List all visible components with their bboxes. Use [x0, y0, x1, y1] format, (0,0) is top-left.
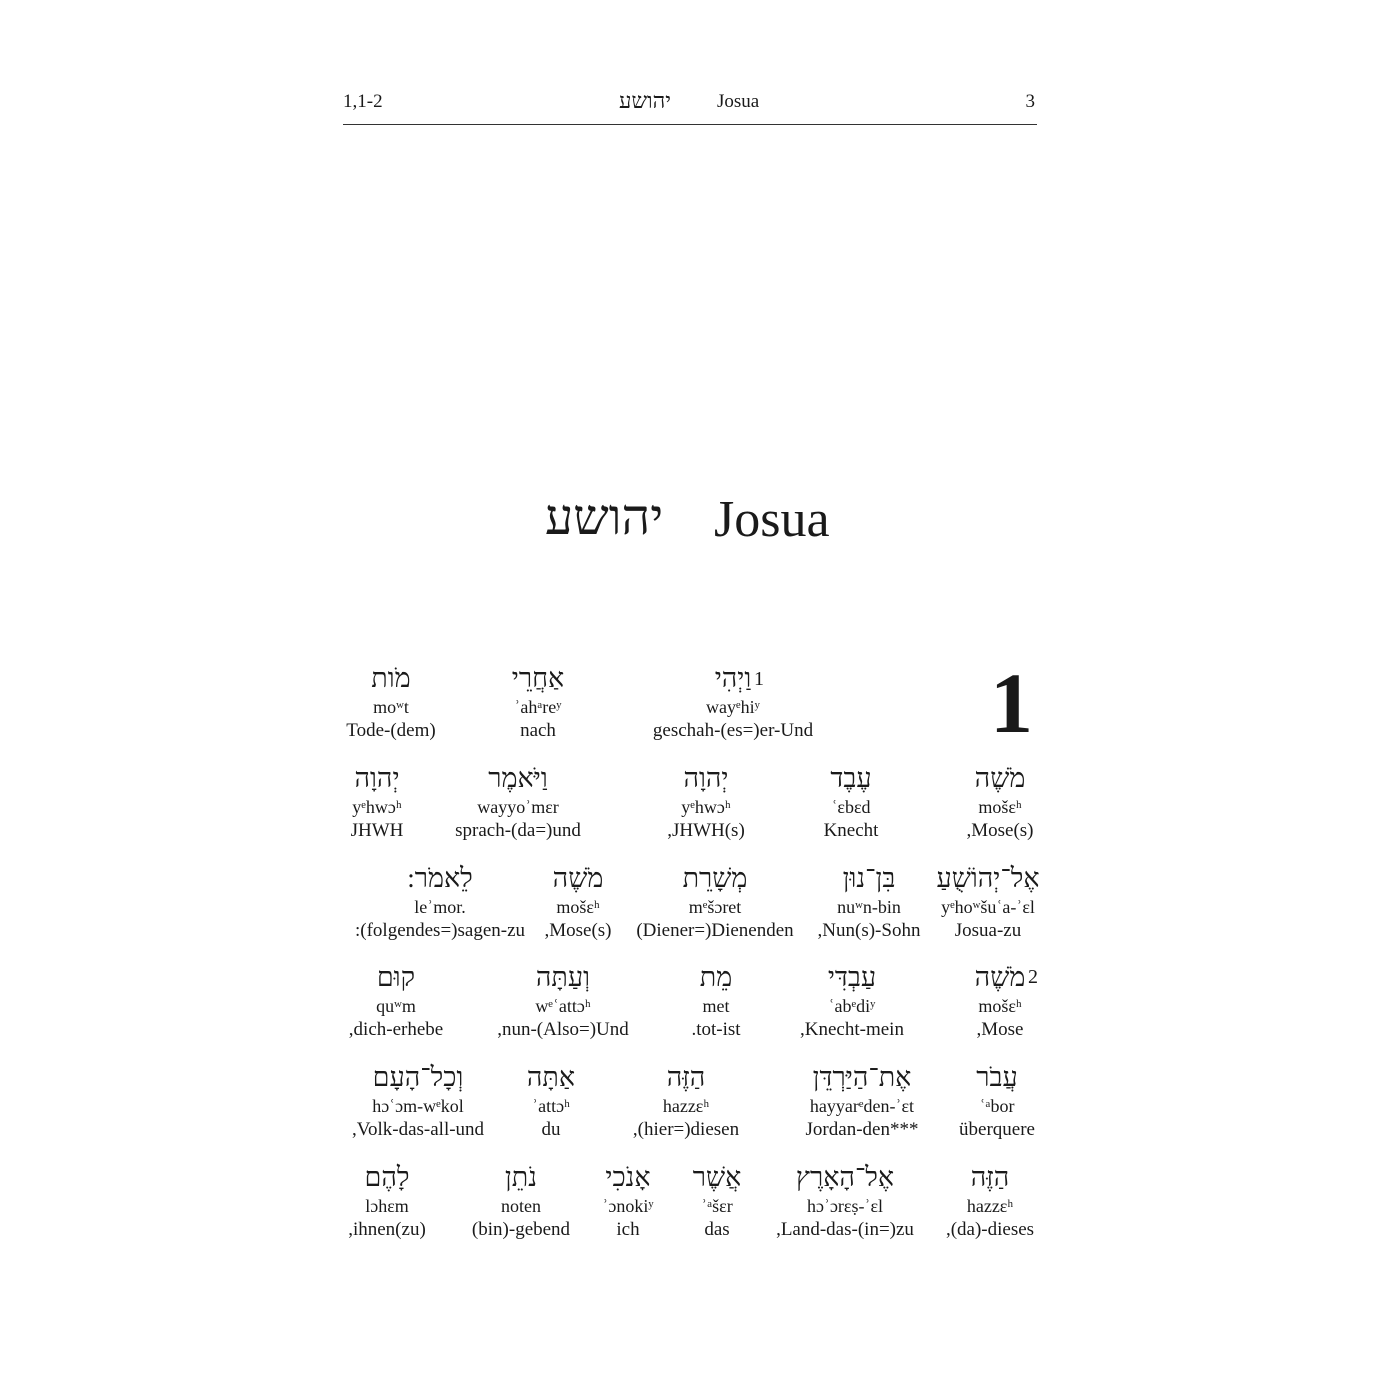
hebrew-word: אָנֹכִי: [605, 1162, 651, 1192]
hebrew-word: עַבְדִּי: [827, 962, 877, 992]
gloss: Jordan-den***: [805, 1119, 919, 1140]
transliteration: hazzɛʰ: [662, 1096, 710, 1116]
transliteration: leʾmor.: [414, 897, 466, 917]
gloss: ,ihnen(zu): [348, 1219, 426, 1240]
gloss: ,(da)-dieses: [945, 1219, 1035, 1240]
gloss: ,(hier=)diesen: [632, 1119, 740, 1140]
word-column: [351, 762, 404, 843]
word-column: [512, 662, 565, 743]
hebrew-word: מֹות: [371, 663, 411, 693]
gloss: das: [704, 1219, 730, 1240]
hebrew-word: מֹשֶׁה: [974, 763, 1026, 793]
gloss: :(folgendes=)sagen-zu: [354, 920, 526, 941]
hebrew-word: עֶבֶד: [830, 763, 872, 793]
hebrew-word: מֹשֶׁה: [974, 962, 1026, 992]
transliteration: hɔʿɔm-wᵉkol: [372, 1096, 464, 1116]
gloss: du: [541, 1119, 561, 1140]
word-column: [636, 862, 793, 943]
gloss: ,Mose(s): [544, 920, 612, 941]
hebrew-word: קוּם: [376, 962, 416, 992]
transliteration: wᵉʿattɔʰ: [535, 996, 591, 1016]
word-column: [455, 762, 581, 843]
hebrew-word: אֶת־הַיַּרְדֵּן: [812, 1062, 912, 1092]
gloss: ,Volk-das-all-und: [351, 1119, 485, 1140]
gloss: sprach-(da=)und: [455, 820, 581, 841]
chapter-number: 1: [990, 655, 1033, 751]
hebrew-word: הַזֶּה: [970, 1162, 1010, 1192]
hebrew-word: עֲבֹר: [976, 1062, 1018, 1092]
gloss: ,Nun(s)-Sohn: [817, 920, 921, 941]
hebrew-word: וְעַתָּה: [535, 962, 591, 992]
gloss: .tot-ist: [691, 1019, 741, 1040]
hebrew-word: מְשָׁרֵת: [682, 863, 748, 893]
word-column: [975, 961, 1026, 1042]
page-number: 3: [1025, 91, 1035, 112]
word-column: [544, 862, 611, 943]
transliteration: ʿᵃbor: [979, 1096, 1015, 1116]
word-column: [602, 1161, 653, 1242]
word-column: [806, 1061, 919, 1142]
gloss: ,JHWH(s): [667, 820, 745, 841]
gloss: ,Mose(s): [966, 820, 1034, 841]
word-column: [691, 961, 740, 1042]
word-column: [818, 862, 921, 943]
hebrew-word: אַחֲרֵי: [511, 663, 565, 693]
hebrew-word: וַיְהִי: [714, 663, 752, 693]
transliteration: wayᵉhiʸ: [706, 697, 760, 717]
word-column: [349, 961, 443, 1042]
hebrew-word: הַזֶּה: [666, 1062, 706, 1092]
transliteration: ʾattɔʰ: [532, 1096, 570, 1116]
word-column: [936, 862, 1039, 943]
transliteration: yᵉhwɔʰ: [352, 797, 402, 817]
book-hebrew-title: יהושע: [545, 489, 664, 545]
gloss: ,dich-erhebe: [348, 1019, 444, 1040]
transliteration: hayyarᵉden-ʾɛt: [809, 1096, 915, 1116]
word-column: [693, 1161, 742, 1242]
gloss: (bin)-gebend: [471, 1219, 571, 1240]
hebrew-word: נֹתֵן: [504, 1162, 538, 1192]
gloss: Tode-(dem): [346, 720, 436, 741]
verse-number: 1: [754, 668, 764, 690]
gloss: Josua-zu: [954, 920, 1022, 941]
word-column: [472, 1161, 570, 1242]
transliteration: mᵉšɔret: [688, 897, 742, 917]
gloss: (Diener=)Dienenden: [636, 920, 794, 941]
word-column: [527, 1061, 575, 1142]
hebrew-word: לָהֶם: [364, 1162, 410, 1192]
word-column: [653, 662, 813, 743]
chapter-verse-reference: 1,1-2: [343, 91, 383, 112]
hebrew-word: אֶל־יְהוֹשֻׁעַ: [936, 863, 1040, 893]
word-column: [966, 762, 1033, 843]
word-column: [352, 1061, 484, 1142]
gloss: ,Mose: [976, 1019, 1024, 1040]
transliteration: quʷm: [376, 996, 416, 1016]
word-column: [776, 1161, 914, 1242]
transliteration: mošɛʰ: [978, 996, 1022, 1016]
gloss: überquere: [959, 1119, 1035, 1140]
transliteration: ʾɔnokiʸ: [602, 1196, 654, 1216]
word-column: [346, 662, 435, 743]
hebrew-word: אַתָּה: [526, 1062, 576, 1092]
transliteration: met: [702, 996, 730, 1016]
verse-number: 2: [1028, 966, 1038, 988]
gloss: geschah-(es=)er-Und: [652, 720, 814, 741]
gloss: Knecht: [823, 820, 879, 841]
word-column: [667, 762, 745, 843]
transliteration: lɔhɛm: [365, 1196, 409, 1216]
transliteration: hazzɛʰ: [966, 1196, 1014, 1216]
gloss: ich: [616, 1219, 640, 1240]
transliteration: wayyoʾmɛr: [477, 797, 559, 817]
gloss: JHWH: [350, 820, 404, 841]
running-head: [343, 88, 1037, 125]
transliteration: noten: [500, 1196, 541, 1216]
transliteration: nuʷn-bin: [837, 897, 901, 917]
word-column: [800, 961, 904, 1042]
gloss: ,Land-das-(in=)zu: [776, 1219, 914, 1240]
word-column: [959, 1061, 1035, 1142]
word-column: [497, 961, 629, 1042]
hebrew-word: יְהוָה: [683, 763, 729, 793]
transliteration: mošɛʰ: [556, 897, 600, 917]
transliteration: ʿɛbɛd: [831, 797, 871, 817]
running-head-hebrew-title: יהושע: [619, 88, 672, 113]
hebrew-word: לֵאמֹר:: [407, 863, 473, 893]
word-column: [824, 762, 879, 843]
hebrew-word: וַיֹּאמֶר: [488, 763, 548, 793]
transliteration: moʷt: [373, 697, 409, 717]
hebrew-word: מֵת: [699, 962, 733, 992]
gloss: ,nun-(Also=)Und: [497, 1019, 629, 1040]
transliteration: ʾahᵃreʸ: [514, 697, 562, 717]
running-head-title: Josua: [717, 91, 760, 112]
word-column: [355, 862, 525, 943]
transliteration: ʾᵃšɛr: [701, 1196, 733, 1216]
transliteration: mošɛʰ: [978, 797, 1022, 817]
word-column: [946, 1161, 1034, 1242]
gloss: ,Knecht-mein: [800, 1019, 904, 1040]
transliteration: ʿabᵉdiʸ: [828, 996, 876, 1016]
word-column: [348, 1161, 426, 1242]
hebrew-word: אֲשֶׁר: [692, 1162, 742, 1192]
hebrew-word: וְכָל־הָעָם: [372, 1062, 464, 1092]
transliteration: hɔʾɔrɛṣ-ʾɛl: [806, 1196, 884, 1216]
gloss: nach: [520, 720, 556, 741]
hebrew-word: מֹשֶׁה: [552, 863, 604, 893]
hebrew-word: אֶל־הָאָרֶץ: [795, 1162, 895, 1192]
hebrew-word: בִּן־נוּן: [842, 863, 896, 893]
word-column: [633, 1061, 739, 1142]
hebrew-word: יְהוָה: [354, 763, 400, 793]
transliteration: yᵉhwɔʰ: [681, 797, 731, 817]
transliteration: yᵉhoʷšuʿa-ʾɛl: [941, 897, 1035, 917]
book-title: Josua: [714, 491, 830, 548]
